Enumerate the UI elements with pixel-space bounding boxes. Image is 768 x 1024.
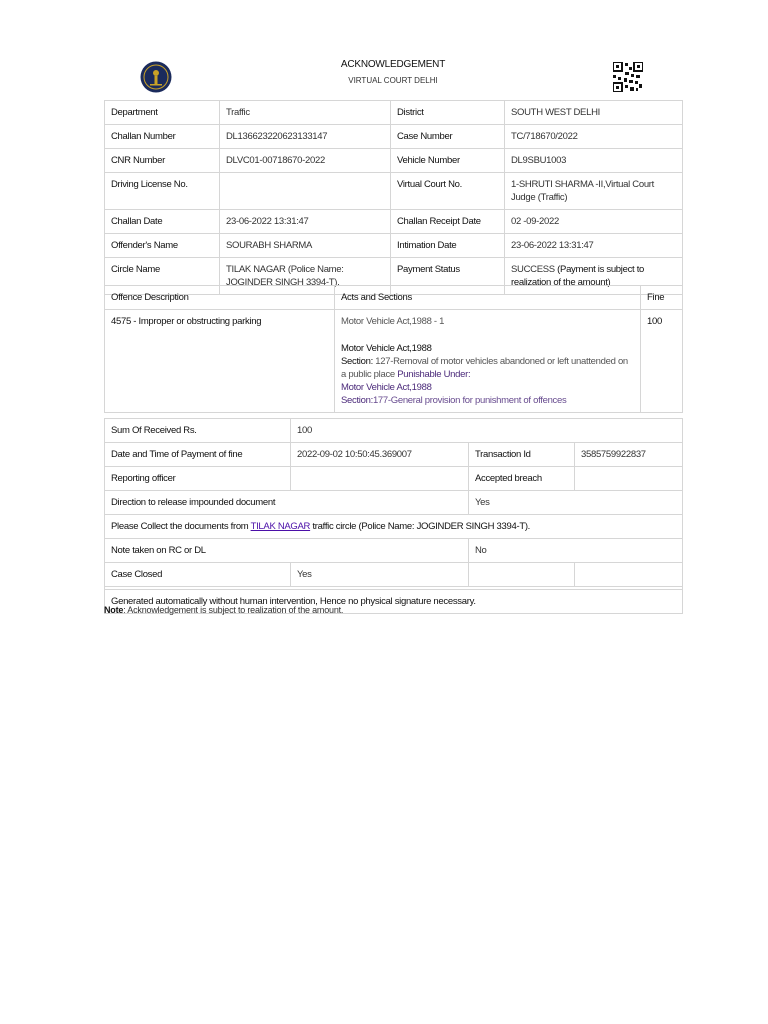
acknowledgement-page [104,0,682,615]
department-value: Traffic [220,101,391,125]
table-row [105,286,683,310]
paid-value: 2022-09-02 10:50:45.369007 [291,443,469,467]
table-row [105,149,683,173]
header [104,0,682,100]
txn-value: 3585759922837 [575,443,683,467]
section-detail [341,355,634,381]
breach-value [575,467,683,491]
act-line: Motor Vehicle Act,1988 - 1 [341,316,445,327]
virtual-court-value: 1-SHRUTI SHARMA -II,Virtual Court Judge (Traffic) [505,173,683,210]
rc-value: No [469,539,683,563]
footer-note [104,605,343,615]
acts-cell [335,310,641,413]
table-row [105,125,683,149]
qr-code-icon [613,62,643,92]
punish-section-text: 177-General provision for punishment of offences [372,395,567,406]
officer-label: Reporting officer [105,467,291,491]
table-row [105,310,683,413]
table-row [105,539,683,563]
collect-prefix: Please Collect the documents from [111,521,249,532]
payment-table [104,418,683,614]
dl-value [220,173,391,210]
department-label: Department [105,101,220,125]
direction-value: Yes [469,491,683,515]
punishable-label: Punishable Under: [397,369,471,380]
receipt-date-label: Challan Receipt Date [391,210,505,234]
challan-details-table [104,100,683,295]
collect-documents [105,515,683,539]
payment-status: SUCCESS [511,264,555,275]
cnr-label: CNR Number [105,149,220,173]
tilak-nagar-link[interactable]: TILAK NAGAR [250,521,311,532]
circle-value: TILAK NAGAR (Police Name: JOGINDER SINGH 3394-T). [220,258,391,295]
challan-number-value: DL136623220623133147 [220,125,391,149]
section-label: Section: [341,356,373,367]
note-text: : Acknowledgement is subject to realization of the amount. [123,605,344,615]
case-number-label: Case Number [391,125,505,149]
table-row [105,443,683,467]
fine-value: 100 [641,310,683,413]
page-subtitle: VIRTUAL COURT DELHI [348,76,438,85]
circle-label: Circle Name [105,258,220,295]
breach-label: Accepted breach [469,467,575,491]
challan-date-label: Challan Date [105,210,220,234]
intimation-value: 23-06-2022 13:31:47 [505,234,683,258]
paid-label: Date and Time of Payment of fine [105,443,291,467]
closed-value: Yes [291,563,469,587]
challan-date-value: 23-06-2022 13:31:47 [220,210,391,234]
officer-value [291,467,469,491]
offender-value: SOURABH SHARMA [220,234,391,258]
case-number-value: TC/718670/2022 [505,125,683,149]
sum-value: 100 [291,419,683,443]
empty-cell [575,563,683,587]
sum-label: Sum Of Received Rs. [105,419,291,443]
punish-section [341,394,634,407]
note-label: Note [104,605,124,615]
payment-status-label: Payment Status [391,258,505,295]
table-row [105,210,683,234]
fine-header: Fine [641,286,683,310]
table-row [105,491,683,515]
district-label: District [391,101,505,125]
offence-desc: 4575 - Improper or obstructing parking [105,310,335,413]
collect-suffix: traffic circle (Police Name: JOGINDER SINGH 3394-T). [312,521,531,532]
table-row [105,419,683,443]
district-value: SOUTH WEST DELHI [505,101,683,125]
offence-desc-header: Offence Description [105,286,335,310]
payment-status-note: (Payment is subject to realization of the amount) [511,264,645,288]
closed-label: Case Closed [105,563,291,587]
table-row [105,563,683,587]
table-row [105,101,683,125]
rc-label: Note taken on RC or DL [105,539,469,563]
offence-table [104,285,683,413]
table-row [105,173,683,210]
section-text: 127-Removal of motor vehicles abandoned or left unattended on a public place [341,356,628,380]
page-title: ACKNOWLEDGEMENT [340,59,446,70]
act-name: Motor Vehicle Act,1988 [341,343,432,354]
punish-section-label: Section: [341,395,373,406]
challan-number-label: Challan Number [105,125,220,149]
receipt-date-value: 02 -09-2022 [505,210,683,234]
intimation-label: Intimation Date [391,234,505,258]
direction-label: Direction to release impounded document [105,491,469,515]
acts-header: Acts and Sections [335,286,641,310]
virtual-court-label: Virtual Court No. [391,173,505,210]
txn-label: Transaction Id [469,443,575,467]
dl-label: Driving License No. [105,173,220,210]
offender-label: Offender's Name [105,234,220,258]
table-row [105,467,683,491]
vehicle-value: DL9SBU1003 [505,149,683,173]
empty-cell [469,563,575,587]
punish-act: Motor Vehicle Act,1988 [341,382,432,393]
vehicle-label: Vehicle Number [391,149,505,173]
table-row [105,515,683,539]
cnr-value: DLVC01-00718670-2022 [220,149,391,173]
table-row [105,234,683,258]
auto-generated-note: Generated automatically without human intervention, Hence no physical signature necessary. [105,590,683,614]
